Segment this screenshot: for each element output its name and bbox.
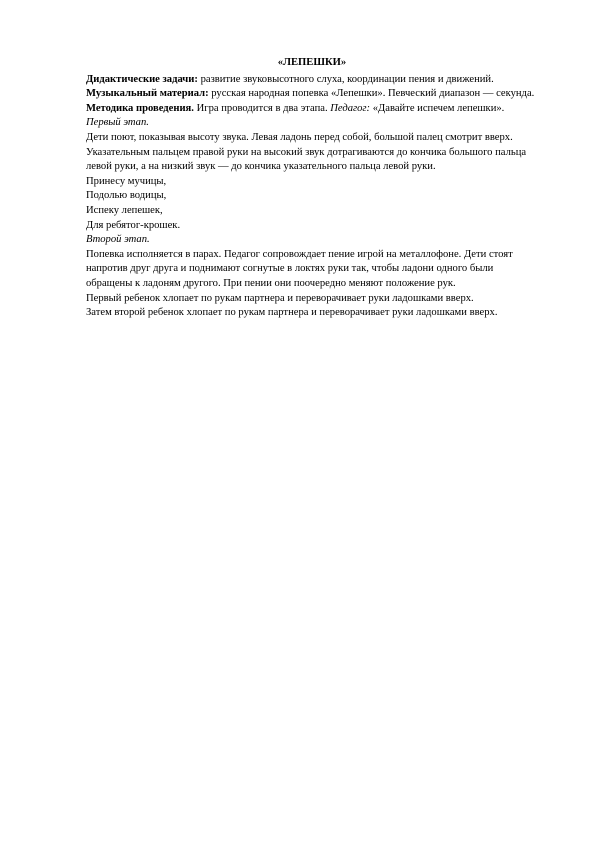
stage-one-text: Дети поют, показывая высоту звука. Левая ладонь перед собой, большой палец смотрит вверх. Указательным пальцем правой руки на высокий звук дотрагиваются до кончика большого пальца левой руки, а на низкий звук — до кончика указательного пальца левой руки. [86, 131, 527, 173]
music-material-paragraph [86, 87, 538, 102]
method-paragraph [86, 102, 538, 117]
stage-two-text: Попевка исполняется в парах. Педагог сопровождает пение игрой на металлофоне. Дети стоят напротив друг друга и поднимают согнутые в локтях руки так, чтобы ладони одного были обращены к ладоням другого. При пении они поочередно меняют положение рук. [86, 248, 513, 289]
stage-one-heading: Первый этап. [86, 117, 149, 129]
document-body [86, 56, 538, 321]
document-title: «ЛЕПЕШКИ» [277, 57, 347, 68]
music-material-label: Музыкальный материал: [86, 88, 209, 100]
didactic-tasks-text: развитие звуковысотного слуха, координации пения и движений. [197, 73, 494, 85]
didactic-tasks-paragraph [86, 73, 538, 88]
stage-two-line-second-child: Затем второй ребенок хлопает по рукам партнера и переворачивает руки ладошками вверх. [86, 307, 498, 319]
method-label: Методика проведения. [86, 102, 194, 114]
didactic-tasks-label: Дидактические задачи: [86, 73, 198, 85]
method-text: Игра проводится в два этапа. [193, 102, 331, 114]
stage-two-line-first-child: Первый ребенок хлопает по рукам партнера и переворачивает руки ладошками вверх. [86, 292, 474, 304]
stage-two-heading: Второй этап. [86, 234, 150, 246]
music-material-text: русская народная попевка «Лепешки». Певческий диапазон — секунда. [208, 88, 535, 100]
teacher-label: Педагог: [330, 102, 371, 114]
song-line: Подолью водицы, [86, 190, 167, 202]
song-line: Принесу мучицы, [86, 175, 167, 187]
song-line: Испеку лепешек, [86, 204, 163, 216]
teacher-quote: «Давайте испечем лепешки». [370, 102, 505, 114]
song-line: Для ребятог-крошек. [86, 219, 181, 231]
